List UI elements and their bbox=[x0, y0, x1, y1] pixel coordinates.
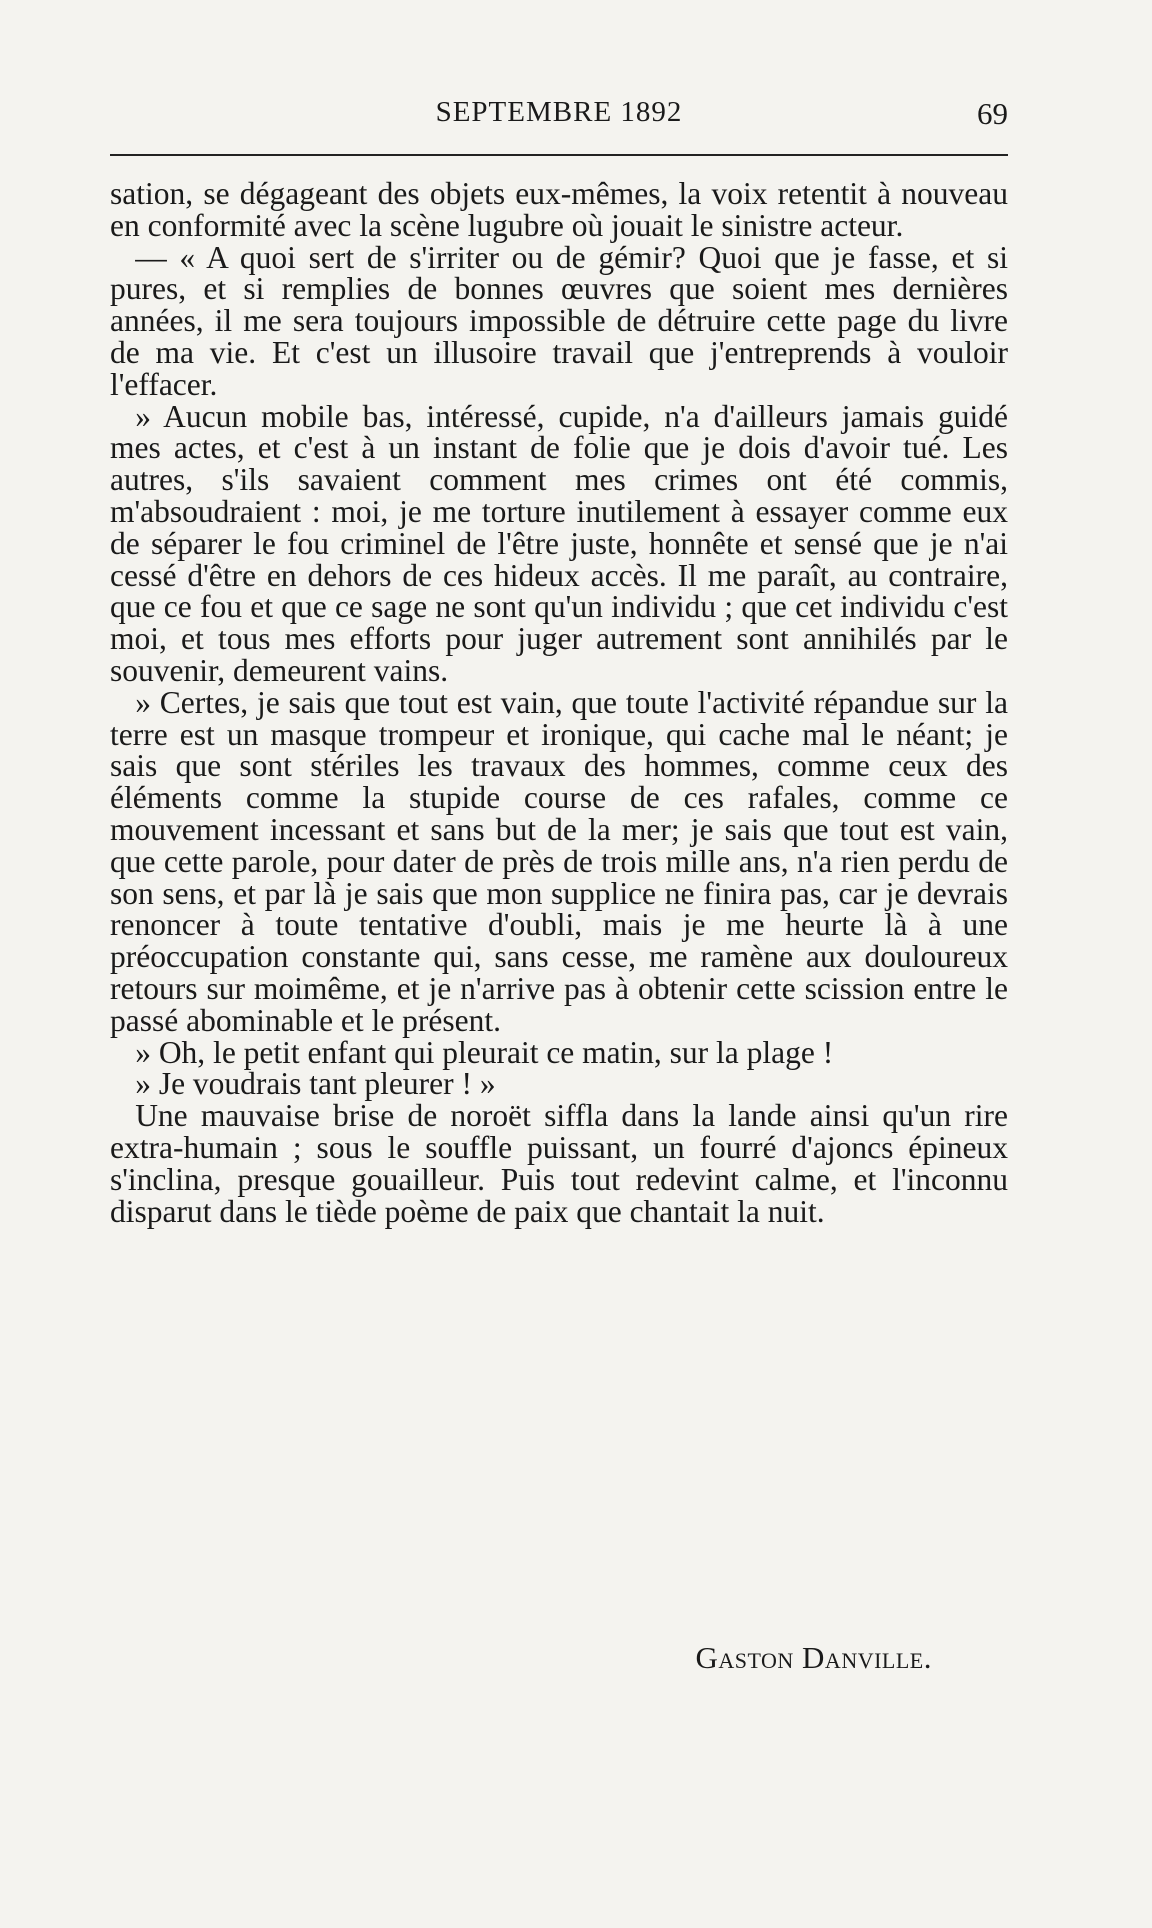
paragraph: » Aucun mobile bas, intéressé, cupide, n'a d'ailleurs jamais guidé mes actes, et c'est à un instant de folie que je dois d'avoir tué. Les autres, s'ils savaient comment mes crimes ont été commis, m'absoudraient : moi, je me torture inutilement à essayer comme eux de séparer le fou criminel de l'être juste, honnête et sensé que je n'ai cessé d'être en dehors de ces hideux accès. Il me paraît, au contraire, que ce fou et que ce sage ne sont qu'un individu ; que cet individu c'est moi, et tous mes efforts pour juger autrement sont annihilés par le souvenir, demeurent vains. bbox=[110, 398, 1008, 688]
paragraph: Une mauvaise brise de noroët siffla dans la lande ainsi qu'un rire extra-humain ; sous le souffle puissant, un fourré d'ajoncs épineux s'inclina, presque gouailleur. Puis tout redevint calme, et l'inconnu disparut dans le tiède poème de paix que chantait la nuit. bbox=[110, 1098, 1008, 1229]
header-rule bbox=[110, 154, 1008, 156]
paragraph: » Oh, le petit enfant qui pleurait ce matin, sur la plage ! bbox=[135, 1034, 834, 1070]
paragraph: » Certes, je sais que tout est vain, que toute l'activité répandue sur la terre est un masque trompeur et ironique, qui cache mal le néant; je sais que sont stériles les travaux des hommes, comme ceux des éléments comme la stupide course de ces rafales, comme ce mouvement incessant et sans but de la mer; je sais que tout est vain, que cette parole, pour dater de près de trois mille ans, n'a rien perdu de son sens, et par là je sais que mon supplice ne finira pas, car je devrais renoncer à toute tentative d'oubli, mais je me heurte là à une préoccupation constante qui, sans cesse, me ramène aux douloureux retours sur moimême, et je n'arrive pas à obtenir cette scission entre le passé abominable et le présent. bbox=[110, 684, 1008, 1038]
page-number: 69 bbox=[977, 96, 1008, 131]
running-header bbox=[110, 96, 1008, 140]
paragraph: — « A quoi sert de s'irriter ou de gémir? Quoi que je fasse, et si pures, et si remplies de bonnes œuvres que soient mes dernières années, il me sera toujours impossible de détruire cette page du livre de ma vie. Et c'est un illusoire travail que j'entreprends à vouloir l'effacer. bbox=[110, 239, 1008, 402]
article-body bbox=[110, 178, 1008, 1227]
paragraph: sation, se dégageant des objets eux-mêmes, la voix retentit à nouveau en conformité avec la scène lugubre où jouait le sinistre acteur. bbox=[110, 176, 1008, 243]
header-title: SEPTEMBRE 1892 bbox=[435, 96, 683, 128]
paragraph: » Je voudrais tant pleurer ! » bbox=[135, 1066, 496, 1102]
author-signature: Gaston Danville. bbox=[695, 1640, 932, 1675]
